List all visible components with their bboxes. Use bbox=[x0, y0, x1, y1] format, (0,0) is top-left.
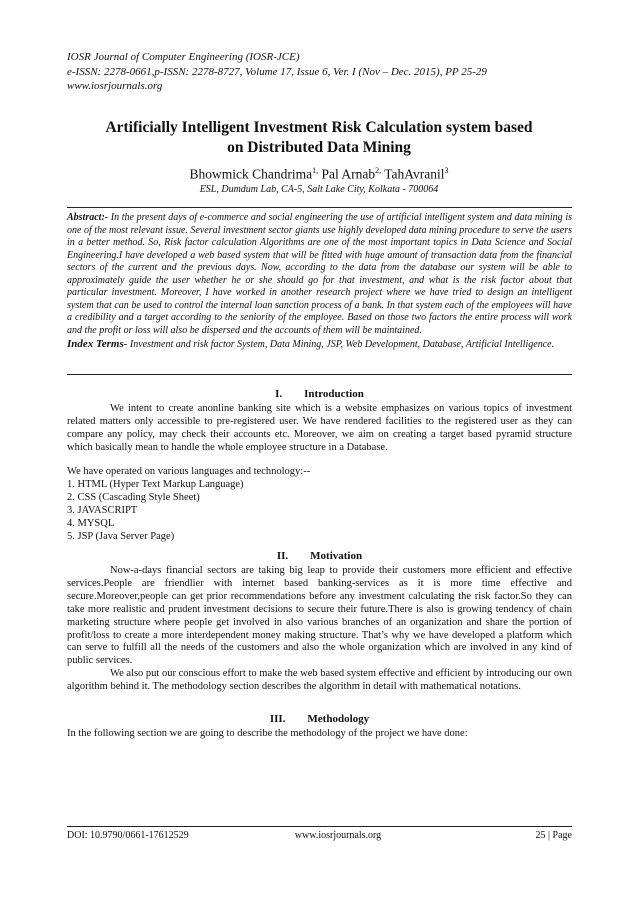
abstract-text: In the present days of e-commerce and social engineering the use of artificial intelligent system and data mining is one of the most relevant issue. Several investment sector giants use highly developed data mining procedure to serve the users in a better method. So, Risk factor calculation Algorithms are one of the most important topics in Data Science and Social Engineering.I have developed a web based system that will be fitted with huge amount of transaction data from the financial sectors of the current and the previous days. Now, according to the data from the database our system will be able to approximately guide the user whether he or she should go for that investment, and what is the risk factor about that particular investment. Moreover, I have worked in another research project where we have tried to design an intelligent system that can be used to control the internal loan sanction process of a bank. In that system each of the employees will have a credibility and a target according to the seniority of the employee. Based on those two factors the entire process will work and the profit or loss will also be dispersed and the accounts of them will be maintained. bbox=[67, 212, 572, 336]
list-item: 2. CSS (Cascading Style Sheet) bbox=[67, 491, 200, 503]
abstract-label: Abstract:- bbox=[67, 212, 109, 223]
motivation-paragraph-1: Now-a-days financial sectors are taking big leap to provide their customers more efficient and effective services.People are friendlier with internet based banking-services as it is more time effective and secure.Moreover,people can get prior recommendations before any investment calculating the risk factor.So they can take more realistic and prudent investment decisions to secure their future.There is also is growing tendency of chain marketing structure where people get involved in also various branches of an organization and share the portion of profit/loss to create a more interdependent money making structure. That’s why we have developed a platform which can serve to fulfill all the needs of the customers and also the whole organization which are involved in any kind of public services. bbox=[67, 565, 572, 667]
abstract-bottom-rule bbox=[67, 374, 572, 375]
technology-list bbox=[67, 479, 572, 544]
list-item: 5. JSP (Java Server Page) bbox=[67, 530, 175, 542]
journal-header bbox=[67, 50, 587, 94]
abstract-top-rule bbox=[67, 207, 572, 208]
intro-paragraph: We intent to create anonline banking site which is a website emphasizes on various topics of investment related matters only accessible to pre-registered user. We have rendered facilities to the registered user as they can compare any policy, may check their accounts etc. Moreover, we aim on creating a target based pyramid structure which basically mean to handle the whole employee structure in a Database. bbox=[67, 403, 572, 453]
section-number: III. bbox=[269, 713, 286, 725]
journal-name: IOSR Journal of Computer Engineering (IOSR-JCE) bbox=[67, 51, 300, 63]
abstract bbox=[67, 212, 572, 352]
affiliation: ESL, Dumdum Lab, CA-5, Salt Lake City, Kolkata - 700064 bbox=[199, 184, 439, 195]
index-terms-text: Investment and risk factor System, Data Mining, JSP, Web Development, Database, Artificial Intelligence. bbox=[127, 339, 555, 350]
footer-rule bbox=[67, 826, 572, 827]
section-number: II. bbox=[276, 550, 289, 562]
footer-doi: DOI: 10.9790/0661-17612529 bbox=[67, 830, 189, 841]
section-number: I. bbox=[275, 388, 283, 400]
author-name: TahAvranil bbox=[381, 166, 445, 182]
methodology-paragraph: In the following section we are going to describe the methodology of the project we have done: bbox=[67, 728, 468, 739]
author-name: Pal Arnab bbox=[318, 166, 376, 182]
section-title: Methodology bbox=[307, 713, 370, 725]
author-affil-mark: 2, bbox=[375, 166, 382, 175]
author-affil-mark: 3 bbox=[444, 166, 449, 175]
intro-languages-lead: We have operated on various languages and technology:-- bbox=[67, 466, 311, 477]
section-title: Motivation bbox=[310, 550, 363, 562]
section-heading-motivation bbox=[67, 549, 572, 563]
footer-page-number: 25 | Page bbox=[535, 830, 572, 841]
section-heading-introduction bbox=[67, 387, 572, 401]
index-terms bbox=[67, 338, 572, 352]
section-heading-methodology bbox=[67, 712, 572, 726]
list-item: 4. MYSQL bbox=[67, 517, 115, 529]
author-affil-mark: 1, bbox=[312, 166, 319, 175]
footer-url: www.iosrjournals.org bbox=[294, 830, 382, 841]
index-terms-label: Index Terms- bbox=[67, 338, 128, 350]
author-name: Bhowmick Chandrima bbox=[189, 166, 313, 182]
motivation-paragraph-2: We also put our conscious effort to make the web based system effective and efficient by introducing our own algorithm behind it. The methodology section describes the algorithm in detail with mathematical notations. bbox=[67, 668, 572, 692]
journal-url: www.iosrjournals.org bbox=[67, 80, 163, 92]
list-item: 3. JAVASCRIPT bbox=[67, 504, 138, 516]
author-list bbox=[60, 162, 578, 183]
paper-title-line1: Artificially Intelligent Investment Risk Calculation system based bbox=[105, 119, 533, 136]
list-item: 1. HTML (Hyper Text Markup Language) bbox=[67, 479, 244, 490]
section-title: Introduction bbox=[304, 388, 364, 400]
journal-issn: e-ISSN: 2278-0661,p-ISSN: 2278-8727, Volume 17, Issue 6, Ver. I (Nov – Dec. 2015), PP 25-29 bbox=[67, 65, 487, 78]
paper-title-line2: on Distributed Data Mining bbox=[227, 139, 411, 156]
paper-title bbox=[60, 118, 578, 158]
